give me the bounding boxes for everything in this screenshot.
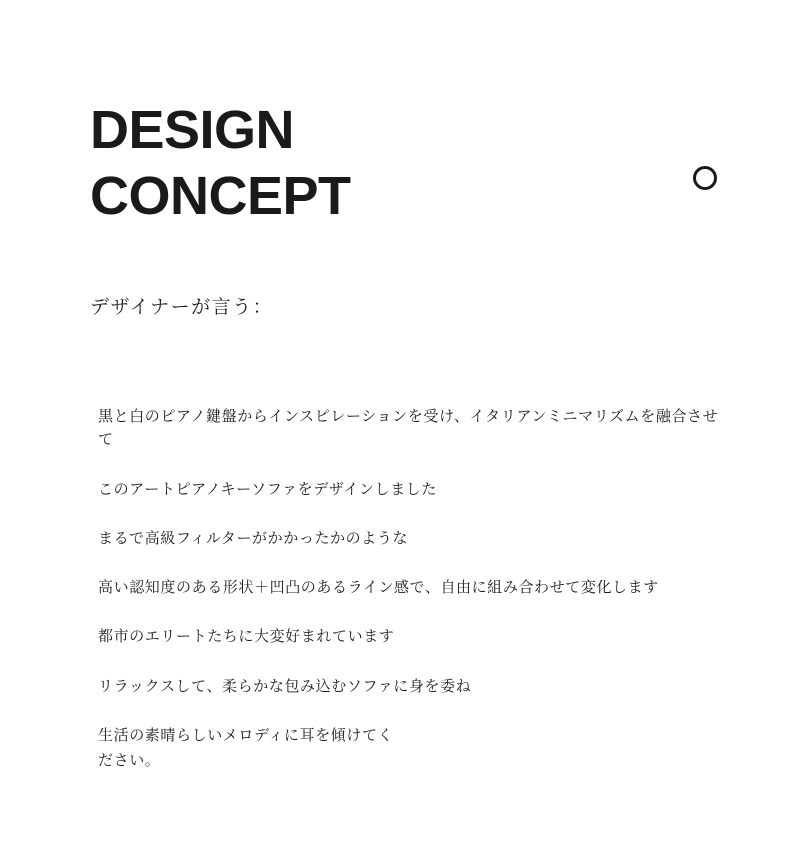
body-line: 高い認知度のある形状＋凹凸のあるライン感で、自由に組み合わせて変化します	[98, 579, 659, 596]
body-line: 黒と白のピアノ鍵盤からインスピレーションを受け、イタリアンミニマリズムを融合させて	[98, 408, 719, 449]
body-line: ださい。	[98, 752, 161, 769]
body-line: 都市のエリートたちに大変好まれています	[98, 628, 395, 646]
body-text	[90, 405, 720, 771]
section-subtitle: デザイナーが言う：	[90, 297, 274, 318]
body-line: リラックスして、柔らかな包み込むソファに身を委ね	[98, 677, 472, 695]
page-title-line-1: DESIGN	[90, 100, 295, 160]
body-line: 生活の素晴らしいメロディに耳を傾けてく	[98, 726, 394, 744]
body-line: このアートピアノキーソファをデザインしました	[98, 480, 438, 498]
page-title-line-2: CONCEPT	[90, 165, 351, 226]
circle-outline-icon	[693, 166, 717, 190]
page-title	[90, 98, 351, 230]
body-line: まるで高級フィルターがかかったかのような	[98, 529, 409, 547]
